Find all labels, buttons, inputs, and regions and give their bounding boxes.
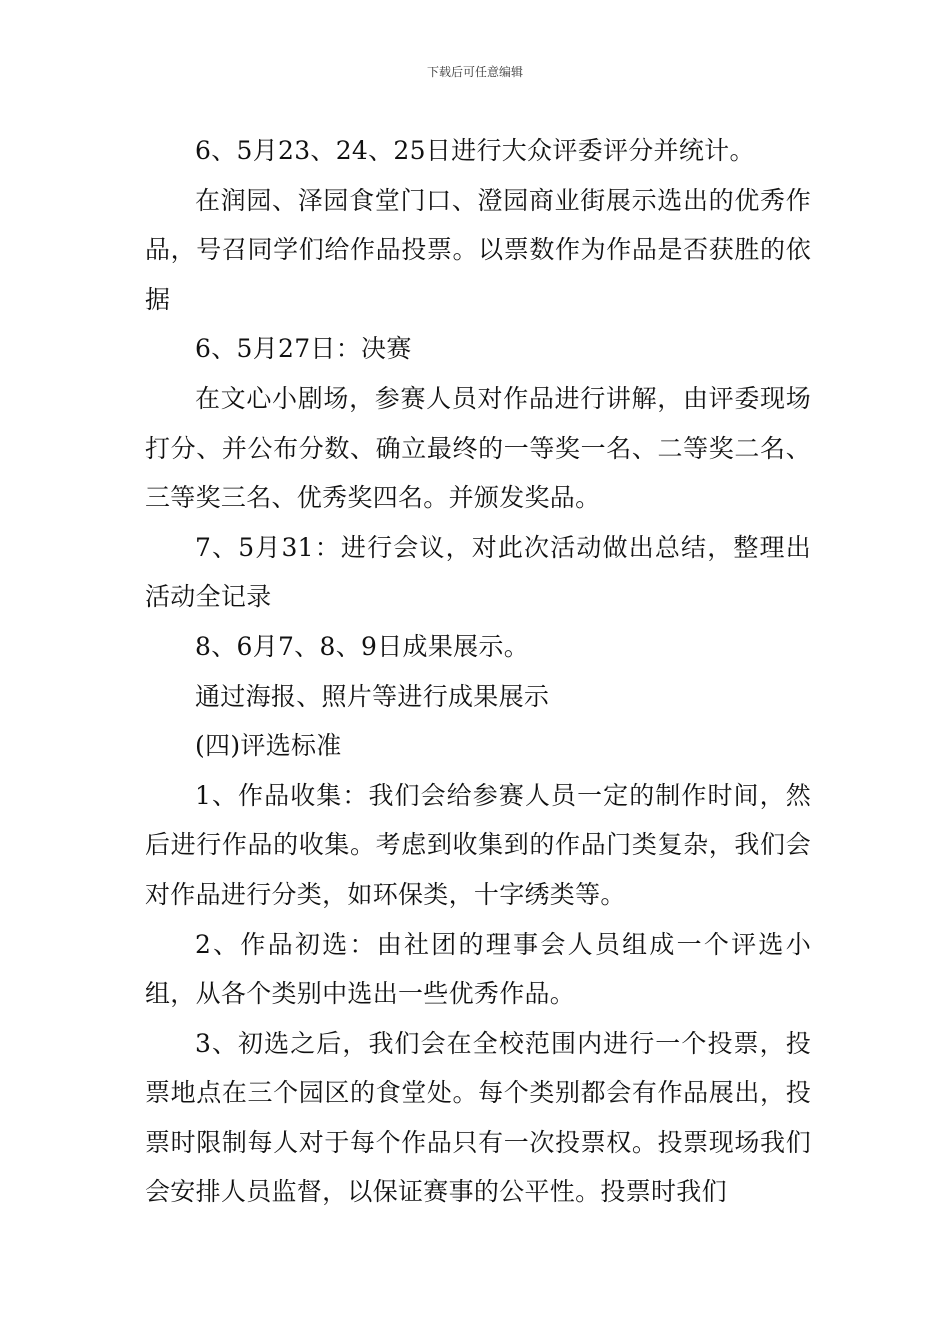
paragraph: 8、6月7、8、9日成果展示。 [195, 631, 530, 661]
paragraph: 3、初选之后，我们会在全校范围内进行一个投票，投票地点在三个园区的食堂处。每个类别都会有作品展出，投票时限制每人对于每个作品只有一次投票权。投票现场我们会安排人员监督，以保证赛事的公平性。投票时我们 [145, 1028, 811, 1207]
paragraph: 2、作品初选：由社团的理事会人员组成一个评选小组，从各个类别中选出一些优秀作品。 [145, 929, 811, 1009]
paragraph: 6、5月27日：决赛 [195, 334, 412, 364]
paragraph: 7、5月31：进行会议，对此次活动做出总结，整理出活动全记录 [145, 532, 811, 612]
paragraph: 6、5月23、24、25日进行大众评委评分并统计。 [195, 136, 755, 165]
section-heading: (四)评选标准 [195, 731, 342, 761]
page-header-note: 下载后可任意编辑 [426, 65, 523, 79]
document-body [145, 126, 811, 1217]
paragraph: 在文心小剧场，参赛人员对作品进行讲解，由评委现场打分、并公布分数、确立最终的一等奖一名、二等奖二名、三等奖三名、优秀奖四名。并颁发奖品。 [145, 383, 811, 513]
paragraph: 通过海报、照片等进行成果展示 [195, 681, 550, 711]
paragraph: 1、作品收集：我们会给参赛人员一定的制作时间，然后进行作品的收集。考虑到收集到的作品门类复杂，我们会对作品进行分类，如环保类，十字绣类等。 [145, 780, 811, 909]
paragraph: 在润园、泽园食堂门口、澄园商业街展示选出的优秀作品，号召同学们给作品投票。以票数作为作品是否获胜的依据 [145, 185, 811, 314]
